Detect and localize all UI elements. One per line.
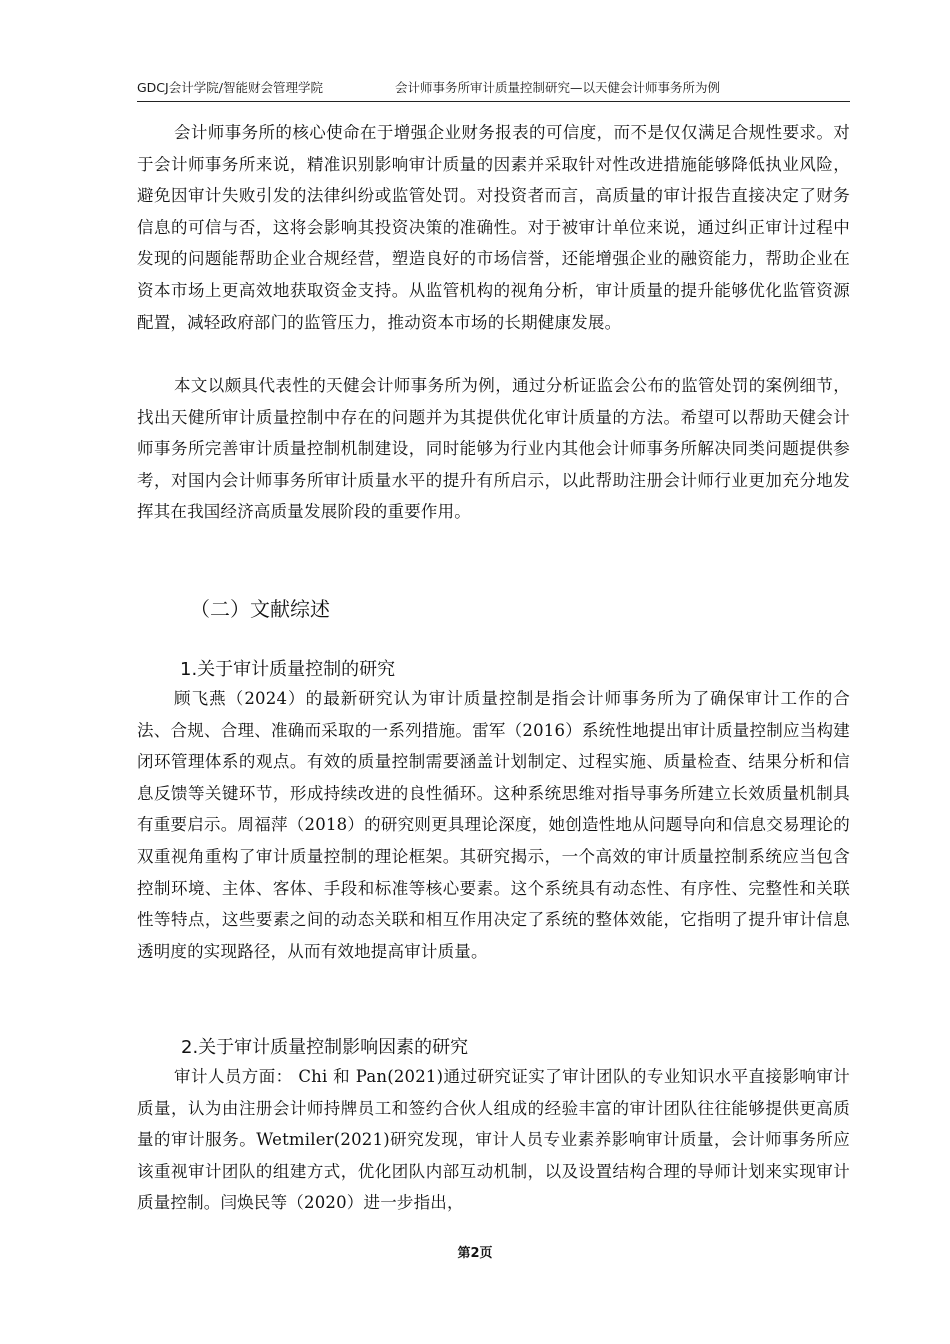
paragraph-research-purpose: 本文以颇具代表性的天健会计师事务所为例，通过分析证监会公布的监管处罚的案例细节，找出天健所审计质量控制中存在的问题并为其提供优化审计质量的方法。希望可以帮助天健会计师事务所完善审计质量控制机制建设，同时能够为行业内其他会计师事务所解决同类问题提供参考，对国内会计师事务所审计质量水平的提升有所启示，以此帮助注册会计师行业更加充分地发挥其在我国经济高质量发展阶段的重要作用。 bbox=[137, 376, 850, 522]
section-heading-literature-review: （二）文献综述 bbox=[190, 597, 330, 621]
header-paper-title: 会计师事务所审计质量控制研究—以天健会计师事务所为例 bbox=[395, 80, 721, 95]
header-divider bbox=[137, 101, 850, 102]
paragraph-auditor-factors: 审计人员方面： Chi 和 Pan(2021)通过研究证实了审计团队的专业知识水平直接影响审计质量，认为由注册会计师持牌员工和签约合伙人组成的经验丰富的审计团队往往能够提供更高质量的审计服务。Wetmiler(2021)研究发现，审计人员专业素养影响审计质量，会计师事务所应该重视审计团队的组建方式，优化团队内部互动机制，以及设置结构合理的导师计划来实现审计质量控制。闫焕民等（2020）进一步指出， bbox=[137, 1067, 850, 1213]
page-number: 第2页 bbox=[457, 1246, 493, 1261]
subheading-quality-control-research: 1.关于审计质量控制的研究 bbox=[180, 659, 396, 680]
paragraph-quality-control-research: 顾飞燕（2024）的最新研究认为审计质量控制是指会计师事务所为了确保审计工作的合法、合规、合理、准确而采取的一系列措施。雷军（2016）系统性地提出审计质量控制应当构建闭环管理体系的观点。有效的质量控制需要涵盖计划制定、过程实施、质量检查、结果分析和信息反馈等关键环节，形成持续改进的良性循环。这种系统思维对指导事务所建立长效质量机制具有重要启示。周福萍（2018）的研究则更具理论深度，她创造性地从问题导向和信息交易理论的双重视角重构了审计质量控制的理论框架。其研究揭示，一个高效的审计质量控制系统应当包含控制环境、主体、客体、手段和标准等核心要素。这个系统具有动态性、有序性、完整性和关联性等特点，这些要素之间的动态关联和相互作用决定了系统的整体效能，它指明了提升审计信息透明度的实现路径，从而有效地提高审计质量。 bbox=[137, 689, 850, 961]
header-institution: GDCJ会计学院/智能财会管理学院 bbox=[137, 80, 323, 95]
paragraph-significance: 会计师事务所的核心使命在于增强企业财务报表的可信度，而不是仅仅满足合规性要求。对于会计师事务所来说，精准识别影响审计质量的因素并采取针对性改进措施能够降低执业风险，避免因审计失败引发的法律纠纷或监管处罚。对投资者而言，高质量的审计报告直接决定了财务信息的可信与否，这将会影响其投资决策的准确性。对于被审计单位来说，通过纠正审计过程中发现的问题能帮助企业合规经营，塑造良好的市场信誉，还能增强企业的融资能力，帮助企业在资本市场上更高效地获取资金支持。从监管机构的视角分析，审计质量的提升能够优化监管资源配置，减轻政府部门的监管压力，推动资本市场的长期健康发展。 bbox=[137, 123, 850, 332]
subheading-influencing-factors-research: 2.关于审计质量控制影响因素的研究 bbox=[181, 1037, 469, 1058]
running-header bbox=[137, 78, 850, 98]
